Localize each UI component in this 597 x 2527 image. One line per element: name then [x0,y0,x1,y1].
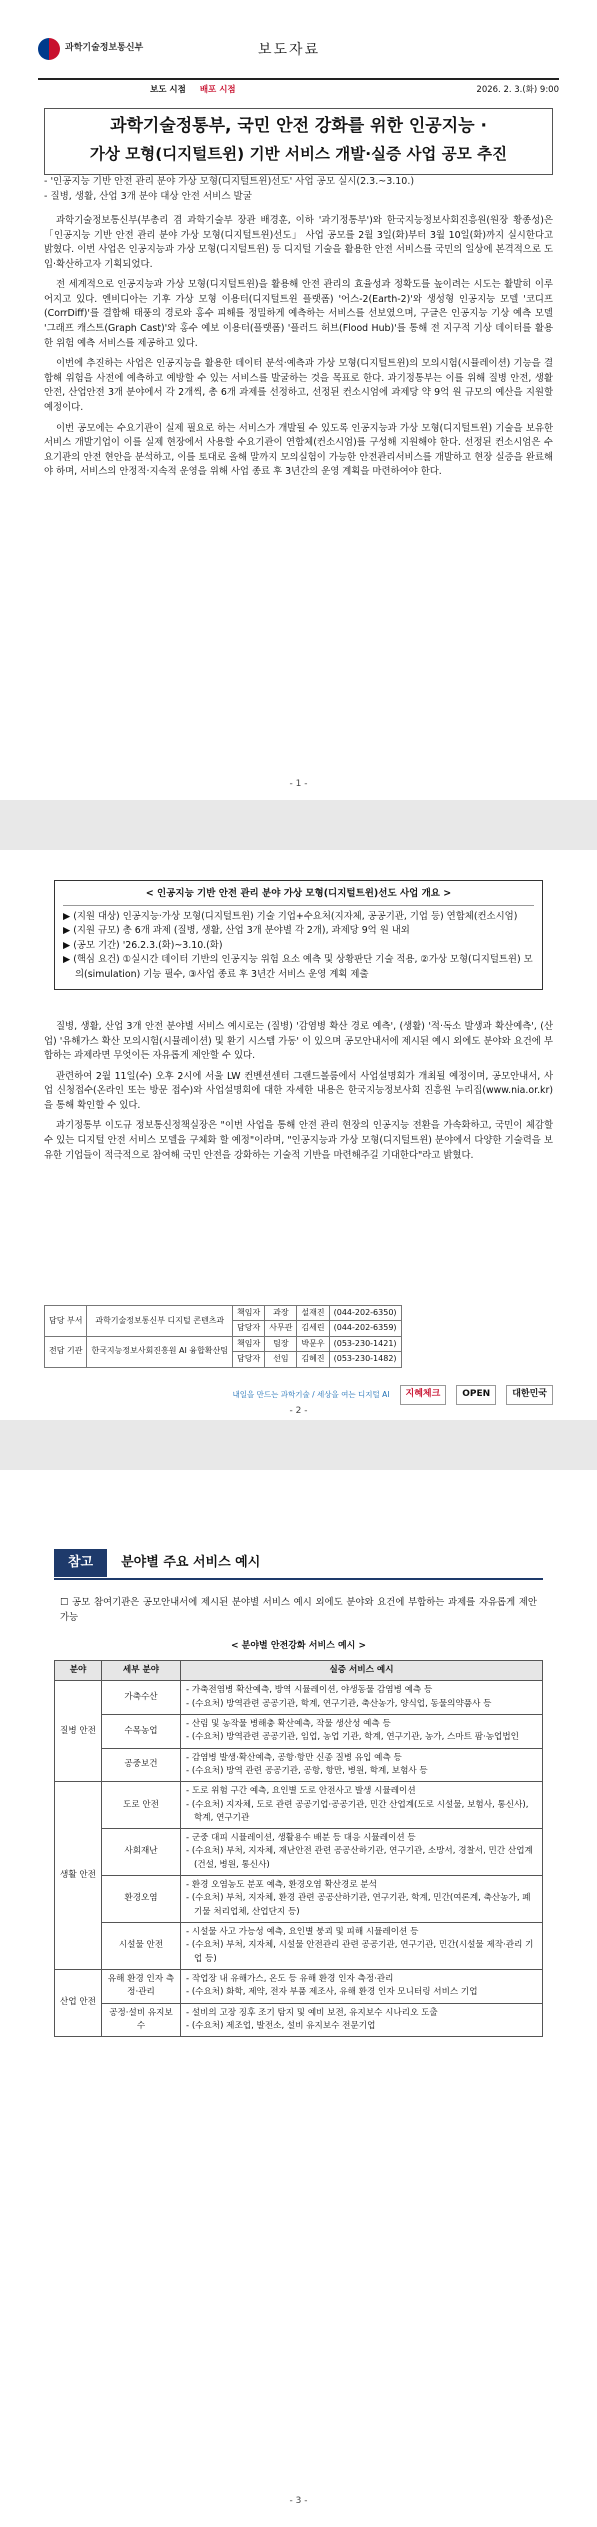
footer-logos [233,1385,553,1405]
ministry-logo [38,38,143,60]
page-title [44,108,553,175]
service-item: - 설비의 고장 징후 조기 탐지 및 예비 보전, 유지보수 시나리오 도출 [186,2007,438,2018]
contact-cell: (053-230-1421) [329,1336,401,1351]
title-line-1: 과학기술정통부, 국민 안전 강화를 위한 인공지능 · [110,116,487,136]
table-row [55,1681,543,1715]
service-item: - 환경 오염농도 분포 예측, 환경오염 확산경로 분석 [186,1880,377,1891]
overview-item: ▶ (지원 대상) 인공지능·가상 모형(디지털트윈) 기술 기업+수요처(지자체, 공공기관, 기업 등) 연합체(컨소시엄) [63,910,518,922]
service-cell [181,1714,543,1748]
subfield-cell: 도로 안전 [102,1782,181,1829]
open-license-logo: OPEN [456,1385,496,1405]
title-line-2: 가상 모형(디지털트윈) 기반 서비스 개발·실증 사업 공모 추진 [89,145,508,163]
release-value: 배포 시점 [199,85,236,95]
service-item: - (수요처) 부처, 지자체, 재난안전 관련 공공산하기관, 연구기관, 소방서, 경찰서, 민간 산업계(건설, 병원, 통신사) [186,1846,533,1870]
reference-note [60,1596,537,1625]
service-item: - 감염병 발생·확산예측, 공항·항만 신종 질병 유입 예측 등 [186,1752,402,1763]
contact-cell: 담당 부서 [45,1306,87,1337]
table-row [55,1714,543,1748]
service-item: - 시설물 사고 가능성 예측, 요인별 붕괴 및 피해 시뮬레이션 등 [186,1927,419,1937]
service-item: - (수요처) 지자체, 도로 관련 공공기업·공공기관, 민간 산업계(도로 시설물, 보험사, 통신사), 학계, 연구기관 [186,1799,529,1823]
subfield-cell: 유해 환경 인자 측정·관리 [102,1969,181,2003]
service-item: - (수요처) 화학, 제약, 전자 부품 제조사, 유해 환경 인자 모니터링 서비스 기업 [186,1987,478,1998]
contact-cell: 팀장 [265,1336,297,1351]
ministry-name: 과학기술정보통신부 [65,43,144,54]
service-cell [181,1876,543,1923]
subfield-cell: 환경오염 [102,1876,181,1923]
service-cell [181,1829,543,1876]
reference-title: 분야별 주요 서비스 예시 [121,1554,261,1570]
service-item: - 작업장 내 유해가스, 온도 등 유해 환경 인자 측정·관리 [186,1973,394,1984]
service-item: - (수요처) 제조업, 발전소, 설비 유지보수 전문기업 [186,2020,376,2031]
ministry-emblem-icon [38,38,60,60]
service-item: - (수요처) 방역 관련 공공기관, 공항, 항만, 병원, 학계, 보험사 등 [186,1765,428,1776]
checkbox-icon: ☐ [60,1597,73,1608]
contact-cell: (044-202-6359) [329,1321,401,1336]
service-item: - 도로 위험 구간 예측, 요인별 도로 안전사고 발생 시뮬레이션 [186,1786,416,1797]
contact-cell: 담당자 [233,1352,265,1367]
service-item: - (수요처) 방역관련 공공기관, 학계, 연구기관, 축산농가, 양식업, 동물의약품사 등 [186,1698,492,1709]
reference-header [54,1548,543,1580]
overview-box [54,880,543,990]
body-text [44,1020,553,1169]
contact-cell: (053-230-1482) [329,1352,401,1367]
subfield-cell: 사회재난 [102,1829,181,1876]
contact-cell: 선임 [265,1352,297,1367]
service-item: - 군중 대피 시뮬레이션, 생활용수 배분 등 대응 시뮬레이션 등 [186,1833,416,1844]
overview-item: ▶ (지원 규모) 총 6개 과제 (질병, 생활, 산업 3개 분야별 각 2개), 과제당 9억 원 내외 [63,925,410,937]
page-number: - 1 - [289,779,308,789]
header-divider [38,78,559,80]
contact-cell: 과장 [265,1306,297,1321]
header-cell: 세부 분야 [102,1661,181,1681]
subfield-cell: 가축수산 [102,1681,181,1715]
service-item: - 가축전염병 확산예측, 방역 시뮬레이션, 야생동물 감염병 예측 등 [186,1685,433,1696]
contact-table [44,1305,402,1368]
korea-logo: 대한민국 [506,1385,553,1405]
service-item: - (수요처) 부처, 지자체, 환경 관련 공공산하기관, 연구기관, 학계, 민간(여론계, 축산농가, 폐기물 처리업체, 산업단지 등) [186,1893,531,1917]
table-row [55,1829,543,1876]
contact-cell: 한국지능정보사회진흥원 AI 융합확산팀 [87,1336,233,1367]
service-table [54,1660,543,2037]
slogan-logo: 내일을 만드는 과학기술 / 세상을 여는 디지털 AI [232,1390,390,1400]
release-info [150,84,559,97]
release-date: 2026. 2. 3.(화) 9:00 [476,85,559,95]
reference-tag: 참고 [54,1549,107,1577]
paragraph: 이번 공모에는 수요기관이 실제 필요로 하는 서비스가 개발될 수 있도록 인공지능과 가상 모형(디지털트윈) 기술을 보유한 서비스 개발기업이 이를 실제 현장에서 사용할 수요기관이 연합체(컨소시엄)를 구성해 지원해야 한다. 선정된 컨소시엄은 수요기관의 안전 현안을 분석하고, 이를 토대로 올해 말까지 모의실험이 가능한 안전관리서비스를 개발하고 현장 실증을 완료해야 하며, 서비스의 안정적·지속적 운영을 위해 사업 종료 후 3년간의 운영 계획을 마련하여야 한다. [44,422,553,478]
subtitle: - '인공지능 기반 안전 관리 분야 가상 모형(디지털트윈)선도' 사업 공모 실시(2.3.~3.10.) [44,176,415,187]
table-row [55,1782,543,1829]
contact-cell: 설재진 [297,1306,329,1321]
contact-cell: 김혜진 [297,1352,329,1367]
service-item: - (수요처) 부처, 지자체, 시설물 안전관리 관련 공공기관, 연구기관, 민간(시설물 제작·관리 기업 등) [186,1940,534,1964]
paragraph: 과학기술정보통신부(부총리 겸 과학기술부 장관 배경훈, 이하 '과기정통부')와 한국지능정보사회진흥원(원장 황종성)은 「인공지능 기반 안전 관리 분야 가상 모형(디지털트윈)선도」 사업 공모를 2월 3일(화)부터 3월 10일(화)까지 실시한다고 밝혔다. 이번 사업은 인공지능과 가상 모형(디지털트윈) 등 디지털 기술을 활용한 안전 서비스를 국민의 일상에 본격적으로 도입·확산하고자 기획되었다. [44,215,553,270]
overview-title: < 인공지능 기반 안전 관리 분야 가상 모형(디지털트윈)선도 사업 개요 > [63,887,534,906]
service-item: - (수요처) 방역관련 공공기관, 임업, 농업 기관, 학계, 연구기관, 농가, 스마트 팜·농업법인 [186,1732,519,1743]
table-row [55,1923,543,1970]
table-row [55,1969,543,2003]
note-text: 공모 참여기관은 공모안내서에 제시된 분야별 서비스 예시 외에도 분야와 요건에 부합하는 과제를 자유롭게 제안 가능 [60,1597,537,1623]
subfield-cell: 시설물 안전 [102,1923,181,1970]
table-row [55,1748,543,1782]
paragraph: 과기정통부 이도규 정보통신정책실장은 "이번 사업을 통해 안전 관리 현장의 인공지능 전환을 가속화하고, 국민이 체감할 수 있는 디지털 안전 서비스 모델을 구체화 할 예정"이라며, "인공지능과 가상 모형(디지털트윈) 분야에서 다양한 기술력을 보유한 기업들이 적극적으로 참여해 국민 안전을 강화하는 기술적 기반을 마련해주길 기대한다"라고 밝혔다. [44,1120,553,1161]
subfield-cell: 수목농업 [102,1714,181,1748]
service-cell [181,1782,543,1829]
service-cell [181,1748,543,1782]
campaign-logo: 지혜체크 [400,1385,447,1405]
service-cell [181,1681,543,1715]
page-gap [0,1420,597,1470]
contact-cell: 전담 기관 [45,1336,87,1367]
field-cell: 생활 안전 [55,1782,102,1970]
release-label: 보도 시점 [150,85,186,95]
subfield-cell: 공중보건 [102,1748,181,1782]
press-header [38,34,559,78]
subtitle: - 질병, 생활, 산업 3개 분야 대상 안전 서비스 발굴 [44,191,252,202]
contact-cell: 박문우 [297,1336,329,1351]
table-title: < 분야별 안전강화 서비스 예시 > [230,1641,367,1651]
paragraph: 이번에 추진하는 사업은 인공지능을 활용한 데이터 분석·예측과 가상 모형(디지털트윈)의 모의시험(시뮬레이션) 기능을 결합해 위험을 사전에 예측하고 예방할 수 있는 서비스를 발굴하는 것을 목표로 한다. 과기정통부는 이를 위해 질병 안전, 생활안전, 산업안전 3개 분야에서 각 2개씩, 총 6개 과제를 선정하고, 선정된 컨소시엄에 과제당 약 9억 원 규모의 예산을 지원할 예정이다. [44,358,553,413]
overview-item: ▶ (핵심 요건) ①실시간 데이터 기반의 인공지능 위험 요소 예측 및 상황판단 기술 적용, ②가상 모형(디지털트윈) 모의(simulation) 기능 필수, ③사업 종료 후 3년간 서비스 운영 계획 제출 [63,954,533,981]
contact-cell: 사무관 [265,1321,297,1336]
contact-cell: 책임자 [233,1336,265,1351]
paragraph: 질병, 생활, 산업 3개 안전 분야별 서비스 예시로는 (질병) '감염병 확산 경로 예측', (생활) '적·독소 발생과 확산예측', (산업) '유해가스 확산 모의시험(시뮬레이션) 및 환기 시스템 가동' 이 있으며 공모안내서에 제시된 예시 외에도 분야와 요건에 부합하는 과제라면 무엇이든 자유롭게 제안할 수 있다. [44,1021,553,1062]
service-cell [181,1969,543,2003]
table-row [55,2003,543,2037]
paragraph: 관련하여 2월 11일(수) 오후 2시에 서울 LW 컨벤션센터 그랜드볼룸에서 사업설명회가 개최될 예정이며, 공모안내서, 사업 신청접수(온라인 또는 방문 접수)와 사업설명회에 대한 자세한 내용은 한국지능정보사회 진흥원 누리집(www.nia.or.kr)을 통해 확인할 수 있다. [44,1070,553,1111]
paragraph: 전 세계적으로 인공지능과 가상 모형(디지털트윈)을 활용해 안전 관리의 효율성과 정확도를 높이려는 시도는 활발히 이루어지고 있다. 엔비디아는 기후 가상 모형 이용터(디지털트윈 플랫폼) '어스-2(Earth-2)'와 생성형 인공지능 모델 '코디프(CorrDiff)'를 결합해 태풍의 경로와 홍수 피해를 정밀하게 예측하는 서비스를 선보였으며, 구글은 인공지능 기상 예측 모델 '그래프 캐스트(Graph Cast)'와 홍수 예보 이용터(플랫폼) '플러드 허브(Flood Hub)'를 통해 전 지구적 기상 데이터를 활용한 위험 예측 서비스를 제공하고 있다. [44,279,553,349]
contact-cell: 책임자 [233,1306,265,1321]
contact-cell: 김세린 [297,1321,329,1336]
body-text [44,214,553,486]
page-gap [0,800,597,850]
contact-cell: (044-202-6350) [329,1306,401,1321]
overview-item: ▶ (공모 기간) '26.2.3.(화)~3.10.(화) [63,939,223,951]
header-cell: 분야 [55,1661,102,1681]
table-row [55,1876,543,1923]
contact-cell: 과학기술정보통신부 디지털 콘텐츠과 [87,1306,233,1337]
document-type: 보도자료 [258,42,321,58]
subfield-cell: 공정·설비 유지보수 [102,2003,181,2037]
page-number: - 2 - [289,1406,308,1416]
service-item: - 산림 및 농작물 병해충 확산예측, 작물 생산성 예측 등 [186,1718,391,1729]
page-number: - 3 - [289,2496,308,2506]
contact-cell: 담당자 [233,1321,265,1336]
header-cell: 실증 서비스 예시 [181,1661,543,1681]
field-cell: 질병 안전 [55,1681,102,1782]
field-cell: 산업 안전 [55,1969,102,2036]
service-cell [181,2003,543,2037]
service-cell [181,1923,543,1970]
